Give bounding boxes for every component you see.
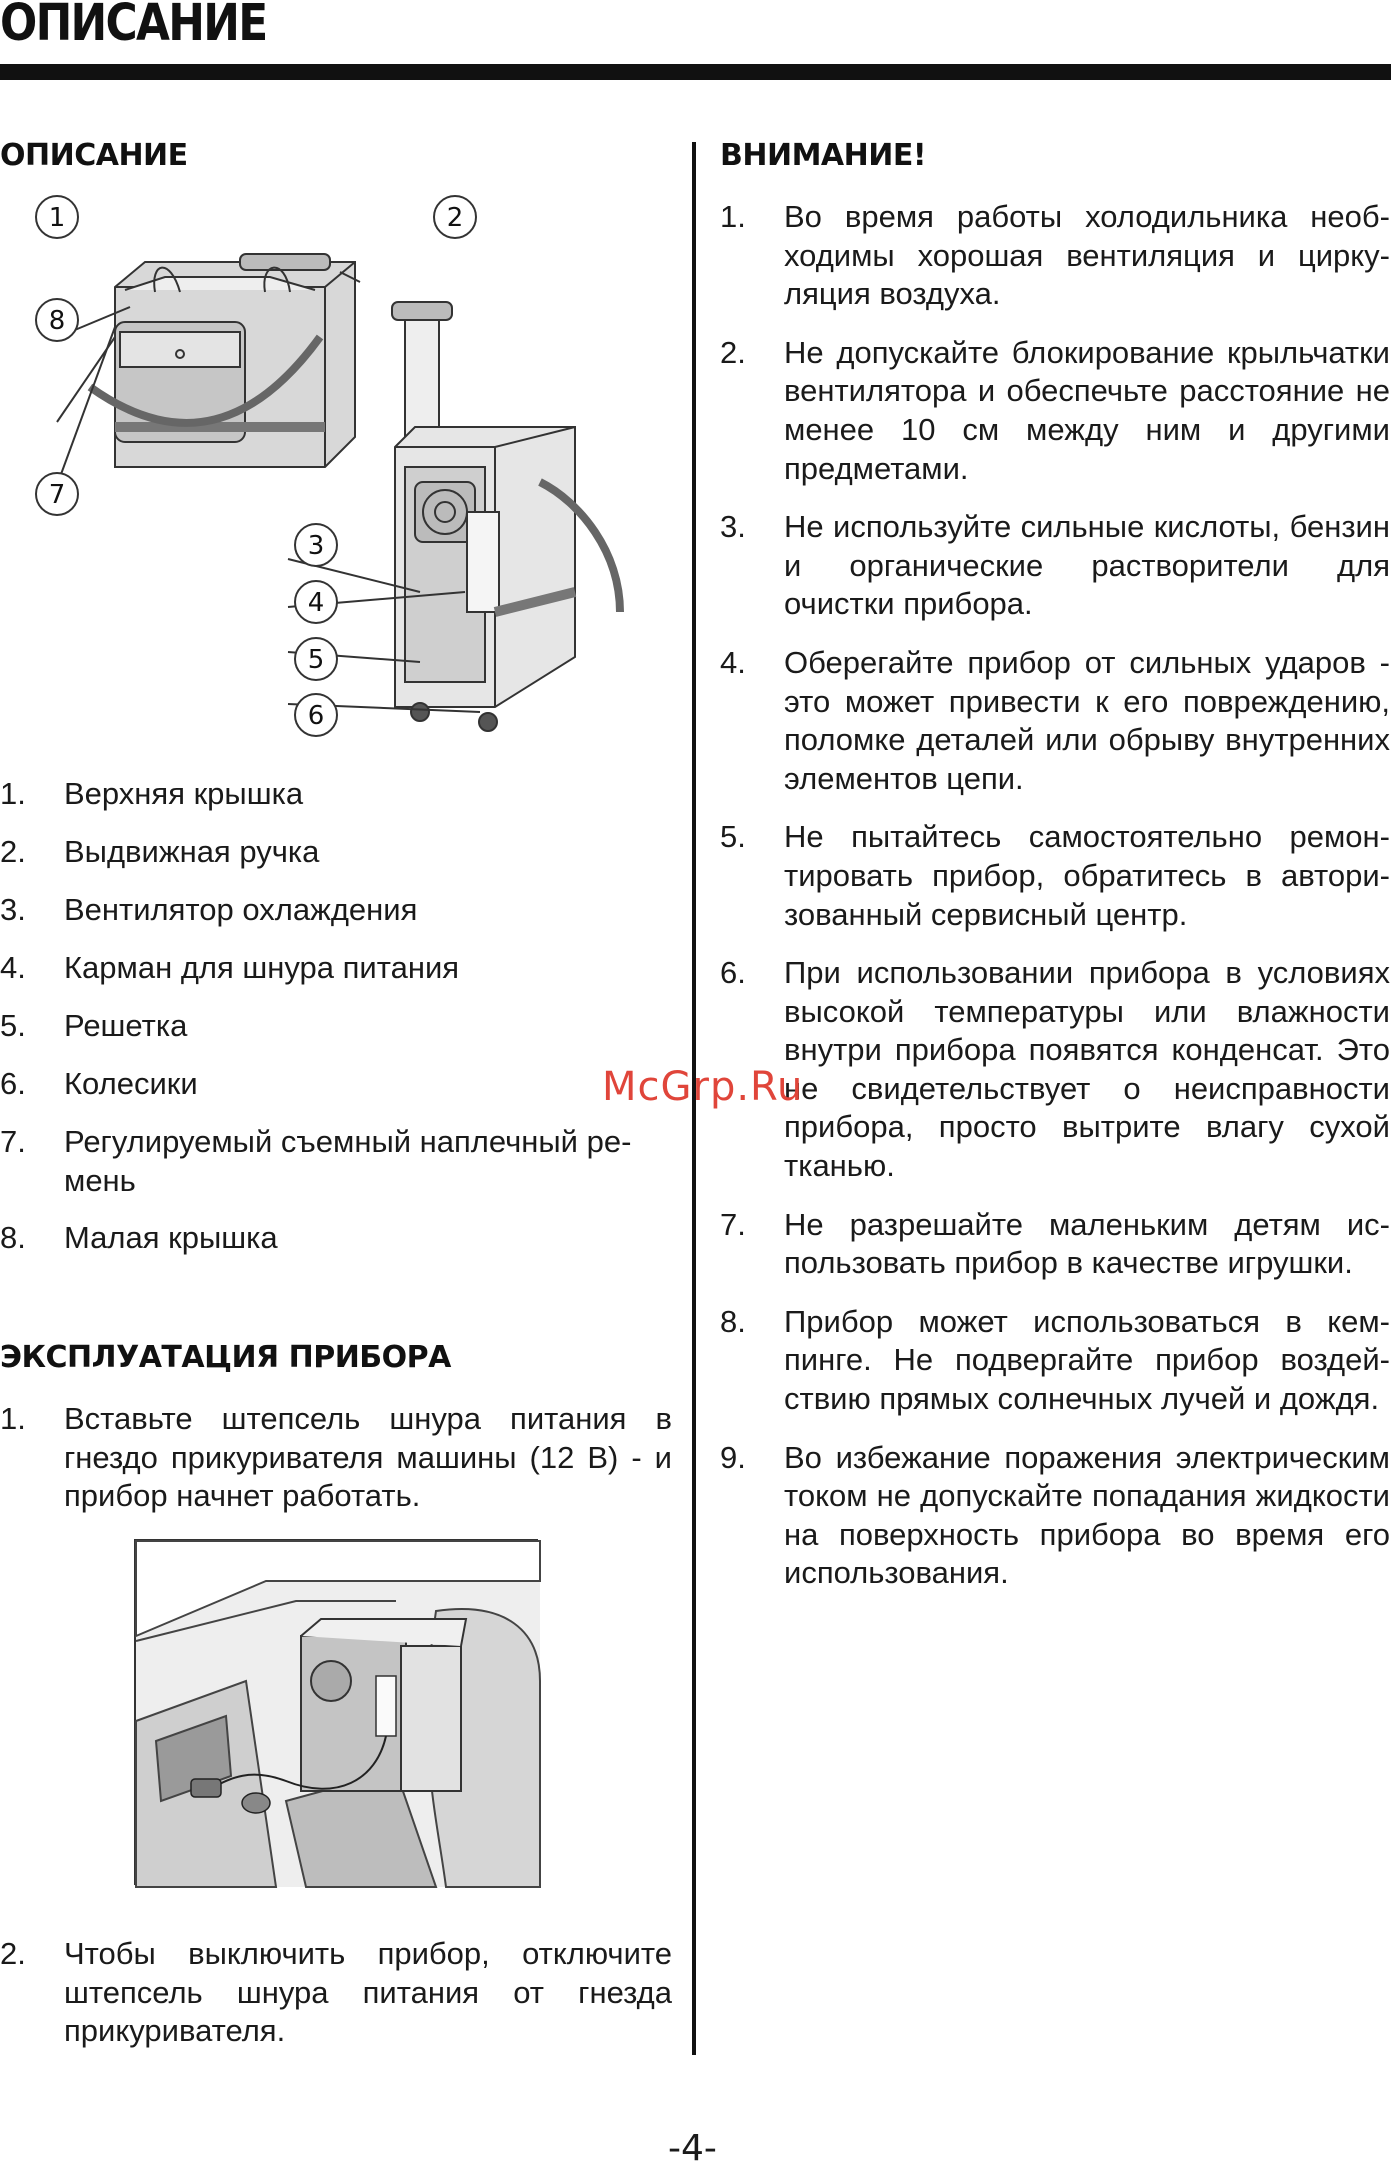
- list-item: [720, 198, 1390, 314]
- list-item: [0, 1935, 672, 2051]
- callout-6: 6: [307, 701, 325, 731]
- list-number: 5.: [720, 819, 746, 855]
- list-text: Во время работы холодильника необходимы хорошая вентиляция и циркуляция воздуха.: [784, 199, 1390, 312]
- watermark: McGrp.Ru: [602, 1064, 804, 1110]
- list-number: 2.: [720, 334, 746, 370]
- list-item: [0, 891, 660, 930]
- list-text: Прибор может использоваться в кемпинге. Не подвергайте прибор воздействию прямых солнечных лучей и дождя.: [784, 1303, 1390, 1417]
- list-item: [720, 508, 1390, 624]
- list-number: 4.: [720, 644, 746, 680]
- list-item: [720, 818, 1390, 934]
- list-text: Вставьте штепсель шнура питания в гнездо прикуривателя машины (12 В) - и прибор начнет работать.: [64, 1401, 672, 1514]
- operation-step-1-list: [0, 1400, 672, 1516]
- list-item: [0, 1400, 672, 1516]
- car-interior-drawing: [136, 1541, 540, 1887]
- list-number: 6.: [0, 1065, 26, 1101]
- list-text: Во избежание поражения электрическим током не допускайте попадания жидкости на поверхность прибора во время его использования.: [784, 1439, 1390, 1591]
- list-number: 1.: [0, 776, 26, 811]
- warning-heading: ВНИМАНИЕ!: [720, 138, 927, 173]
- callout-1: 1: [48, 203, 66, 233]
- list-text: Колесики: [64, 1065, 198, 1101]
- list-item: [720, 334, 1390, 488]
- list-text: Малая крышка: [64, 1220, 278, 1256]
- list-item: [0, 1065, 660, 1104]
- list-text: Выдвижная ручка: [64, 833, 320, 869]
- callout-8: 8: [48, 306, 66, 336]
- list-item: [720, 644, 1390, 798]
- list-number: 1.: [0, 1401, 26, 1436]
- list-number: 8.: [720, 1303, 746, 1339]
- callout-4: 4: [307, 588, 325, 618]
- list-text: Не допускайте блокирование крыльчатки вентилятора и обеспечьте расстояние не менее 10 см между ним и другими предметами.: [784, 334, 1390, 486]
- parts-list: [0, 775, 660, 1277]
- list-number: 6.: [720, 955, 746, 991]
- list-text: Регулируемый съемный наплечный ремень: [64, 1123, 632, 1198]
- list-text: Чтобы выключить прибор, отключите штепсель шнура питания от гнезда прикуривателя.: [64, 1936, 672, 2049]
- operation-step-2-list: [0, 1935, 672, 2051]
- list-item: [0, 949, 660, 988]
- cooler-bag-diagram: [20, 203, 680, 752]
- list-text: При использовании прибора в условиях высокой температуры или влажности внутри прибора появятся конденсат. Это не свидетельствует о неисправности прибора, просто вытрите влагу сухой тканью.: [784, 955, 1390, 1184]
- list-item: [0, 775, 660, 814]
- list-number: 3.: [0, 891, 26, 927]
- list-item: [0, 1007, 660, 1046]
- title-rule: [0, 64, 1391, 80]
- list-item: [720, 1206, 1390, 1283]
- car-installation-illustration: [134, 1539, 538, 1885]
- list-number: 7.: [720, 1206, 746, 1242]
- list-text: Не разрешайте маленьким детям использовать прибор в качестве игрушки.: [784, 1206, 1390, 1281]
- list-number: 4.: [0, 949, 26, 985]
- description-heading: ОПИСАНИЕ: [0, 138, 188, 173]
- list-item: [0, 1219, 660, 1258]
- list-number: 2.: [0, 833, 26, 869]
- list-number: 5.: [0, 1007, 26, 1043]
- list-number: 2.: [0, 1936, 26, 1971]
- warning-list: [720, 198, 1390, 1613]
- callout-5: 5: [307, 645, 325, 675]
- callout-3: 3: [307, 531, 325, 561]
- list-text: Вентилятор охлаждения: [64, 891, 418, 927]
- list-number: 3.: [720, 509, 746, 545]
- operation-heading: ЭКСПЛУАТАЦИЯ ПРИБОРА: [0, 1340, 451, 1375]
- list-text: Оберегайте прибор от сильных ударов - это может привести к его повреждению, поломке деталей или обрыву внутренних элементов цепи.: [784, 644, 1390, 796]
- list-number: 1.: [720, 199, 746, 234]
- list-text: Карман для шнура питания: [64, 949, 460, 985]
- page-title: ОПИСАНИЕ: [0, 0, 267, 53]
- list-item: [720, 954, 1390, 1186]
- list-item: [720, 1303, 1390, 1419]
- list-number: 8.: [0, 1220, 26, 1256]
- list-text: Не используйте сильные кислоты, бензин и органические растворители для очистки прибора.: [784, 509, 1390, 622]
- list-number: 7.: [0, 1123, 26, 1159]
- list-item: [720, 1439, 1390, 1593]
- list-text: Решетка: [64, 1007, 188, 1043]
- list-number: 9.: [720, 1439, 746, 1475]
- list-item: [0, 833, 660, 872]
- callout-2: 2: [446, 203, 464, 233]
- list-text: Не пытайтесь самостоятельно ремонтировать прибор, обратитесь в авторизованный сервисный центр.: [784, 819, 1390, 932]
- callout-7: 7: [48, 480, 66, 510]
- page-number: -4-: [668, 2128, 717, 2169]
- list-item: [0, 1123, 660, 1200]
- list-text: Верхняя крышка: [64, 776, 304, 811]
